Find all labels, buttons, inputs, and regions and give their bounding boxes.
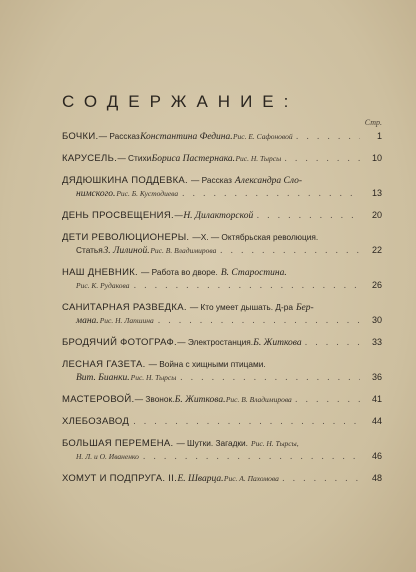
entry-heading: ХЛЕБОЗАВОД [62,416,130,427]
entry-illustrator: Рис. А. Пахомова [223,474,279,483]
entry-illustrator: Рис. К. Рудакова [76,281,130,290]
entry-heading: БОЛЬШАЯ ПЕРЕМЕНА. [62,438,174,449]
entry-illustrator: Рис. В. Владимирова [150,246,217,255]
entry-author: Б. Житкова [253,338,302,348]
toc-entry [62,301,382,327]
dot-leader [158,314,360,326]
entry-illustrator: Рис. В. Владимирова [225,395,292,404]
entry-illustrator: Рис. Н. Тырсы, [250,439,299,448]
entry-illustrator: Рис. Е. Сафоновой [232,132,293,141]
entry-description: — Стихи [117,153,152,163]
toc-entry [62,152,382,165]
dot-leader [285,152,360,164]
toc-entry [62,437,382,463]
entry-description: — Рассказ [98,131,140,141]
toc-entry [62,472,382,485]
entry-page-number: 10 [371,153,382,163]
entry-author: В. Старостина. [220,268,287,278]
entry-heading: САНИТАРНАЯ РАЗВЕДКА. [62,302,187,313]
entry-author: Вит. Бианки. [76,373,130,383]
entry-page-number: 13 [372,188,382,198]
entry-author: Н. Дилакторской [183,211,254,221]
entry-heading: ДЕТИ РЕВОЛЮЦИОНЕРЫ. [62,232,190,243]
entry-line-continued [62,187,382,200]
entry-author: Б. Житкова. [174,395,226,405]
entry-line [62,437,382,450]
entry-author: нимского. [76,189,116,199]
entry-illustrator: Н. Л. и О. Иваненко [76,452,139,461]
entry-line-continued [62,244,382,257]
entry-line-continued [62,450,382,463]
entry-illustrator: Рис. Н. Лапшина [99,316,154,325]
entry-description: —Х. — Октябрьская революция. [192,232,319,242]
entry-page-number: 36 [371,372,382,382]
entry-description: — Звонок. [134,394,175,404]
entry-line-continued [62,314,382,327]
entry-illustrator: Рис. Н. Тырсы [130,373,177,382]
entry-description: — Электростанция. [177,337,253,347]
entry-heading: МАСТЕРОВОЙ. [62,394,135,405]
entry-heading: НАШ ДНЕВНИК. [62,267,138,278]
entry-heading: ДЕНЬ ПРОСВЕЩЕНИЯ. [62,210,174,221]
toc-entry [62,415,382,428]
entry-line [62,415,382,428]
entry-page-number: 20 [372,210,382,220]
entry-description: Статья [76,245,103,255]
dot-leader [134,279,360,291]
table-of-contents [62,130,382,485]
entry-author: Бориса Пастернака. [151,154,236,164]
entry-line-continued [62,371,382,384]
entry-page-number: 44 [371,416,382,426]
entry-description: — Рассказ [191,175,232,185]
toc-entry [62,174,382,200]
entry-line [62,231,382,244]
entry-line [62,209,382,222]
entry-author: Константина Федина. [140,132,233,142]
entry-description: — [174,210,183,220]
entry-author: Александра Сло- [234,176,303,186]
entry-line [62,358,382,371]
entry-page-number: 33 [371,337,382,347]
dot-leader [296,130,360,142]
entry-line [62,336,382,349]
page-column-label: Стр. [364,118,382,127]
dot-leader [182,187,360,199]
page-title: СОДЕРЖАНИЕ: [62,92,299,111]
entry-line [62,472,382,485]
dot-leader [295,393,360,405]
entry-illustrator: Рис. Б. Кустодиева [116,189,179,198]
entry-page-number: 41 [372,394,382,404]
toc-entry [62,231,382,257]
entry-page-number: 30 [371,315,382,325]
entry-heading: КАРУСЕЛЬ. [62,153,118,164]
entry-description: — Война с хищными птицами. [148,359,266,369]
entry-line-continued [62,279,382,292]
dot-leader [282,472,360,484]
entry-line [62,152,382,165]
entry-author: Бер- [295,303,314,313]
entry-line [62,130,382,143]
dot-leader [257,209,360,221]
entry-description: — Работа во дворе. [140,267,218,277]
entry-author: З. Лилиной. [103,246,150,256]
entry-page-number: 1 [377,131,382,141]
dot-leader [220,244,360,256]
entry-illustrator: Рис. Н. Тырсы [235,154,282,163]
entry-heading: ЛЕСНАЯ ГАЗЕТА. [62,359,146,370]
dot-leader [305,336,360,348]
entry-heading: ХОМУТ И ПОДПРУГА. II. [62,473,178,484]
dot-leader [180,371,360,383]
dot-leader [143,450,360,462]
toc-entry [62,336,382,349]
entry-heading: БРОДЯЧИЙ ФОТОГРАФ. [62,337,177,348]
toc-entry [62,266,382,292]
entry-description: — Кто умеет дышать. Д-ра [189,302,293,312]
toc-entry [62,393,382,406]
entry-heading: ДЯДЮШКИНА ПОДДЕВКА. [62,175,188,186]
toc-entry [62,358,382,384]
entry-page-number: 46 [371,451,382,461]
entry-author: Е. Шварца. [177,474,224,484]
entry-description: — Шутки. Загадки. [176,438,248,448]
entry-line [62,301,382,314]
dot-leader [133,415,360,427]
entry-heading: БОЧКИ. [62,131,99,142]
entry-line [62,266,382,279]
entry-line [62,393,382,406]
entry-page-number: 48 [371,473,382,483]
toc-entry [62,209,382,222]
toc-entry [62,130,382,143]
entry-page-number: 22 [371,245,382,255]
entry-page-number: 26 [371,280,382,290]
entry-author: мана. [76,316,99,326]
entry-line [62,174,382,187]
